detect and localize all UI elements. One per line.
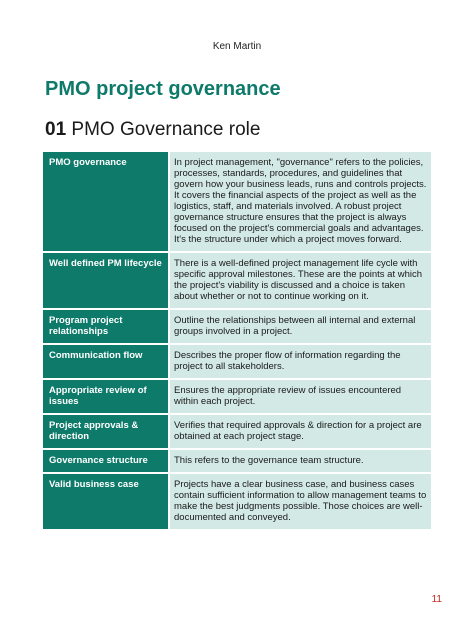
description-cell: This refers to the governance team structure. xyxy=(170,450,431,472)
description-cell: Verifies that required approvals & direction for a project are obtained at each project stage. xyxy=(170,415,431,448)
term-cell: Valid business case xyxy=(43,474,168,529)
section-title: PMO Governance role xyxy=(71,119,261,140)
table-row xyxy=(43,450,431,472)
description-cell: Describes the proper flow of information regarding the project to all stakeholders. xyxy=(170,345,431,378)
document-title: PMO project governance xyxy=(45,78,281,100)
description-cell: Projects have a clear business case, and business cases contain sufficient information to allow management teams to make the best judgments possible. Those choices are well-documented and conveyed. xyxy=(170,474,431,529)
term-cell: Program project relationships xyxy=(43,310,168,343)
description-cell: There is a well-defined project management life cycle with specific approval milestones. These are the points at which the project's viability is discussed and a choice is taken about whether or not to continue working on it. xyxy=(170,253,431,308)
description-cell: Ensures the appropriate review of issues encountered within each project. xyxy=(170,380,431,413)
table-row xyxy=(43,253,431,308)
description-cell: Outline the relationships between all internal and external groups involved in a project. xyxy=(170,310,431,343)
term-cell: Communication flow xyxy=(43,345,168,378)
term-cell: Well defined PM lifecycle xyxy=(43,253,168,308)
page-number: 11 xyxy=(431,594,442,605)
table-row xyxy=(43,380,431,413)
table-row xyxy=(43,474,431,529)
table-row xyxy=(43,152,431,251)
table-row xyxy=(43,345,431,378)
table-row xyxy=(43,310,431,343)
table-row xyxy=(43,415,431,448)
term-cell: Governance structure xyxy=(43,450,168,472)
description-cell: In project management, "governance" refers to the policies, processes, standards, procedures, and guidelines that govern how your business leads, runs and controls projects. It covers the financial aspects of the project as well as the logistics, staff, and materials involved. A robust project governance structure ensures that the project is always focused on the project's commercial goals and advantages. It's the structure under which a project moves forward. xyxy=(170,152,431,251)
term-cell: Project approvals & direction xyxy=(43,415,168,448)
section-heading xyxy=(45,119,260,141)
author-name: Ken Martin xyxy=(212,41,262,52)
governance-table xyxy=(41,150,433,531)
term-cell: Appropriate review of issues xyxy=(43,380,168,413)
section-number: 01 xyxy=(45,119,67,140)
term-cell: PMO governance xyxy=(43,152,168,251)
